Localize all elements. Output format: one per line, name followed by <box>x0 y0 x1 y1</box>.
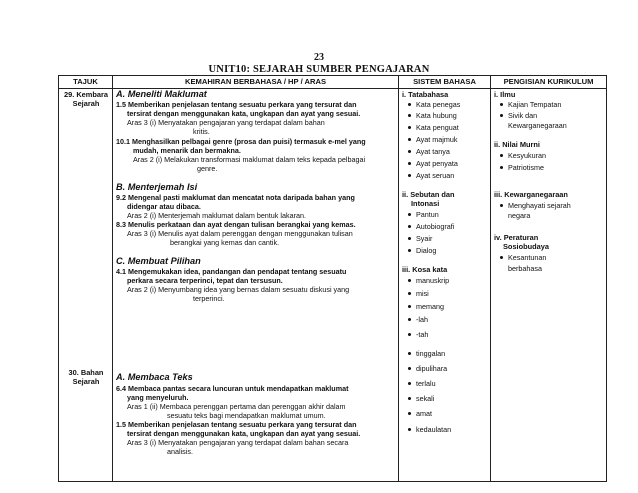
category-heading: i. Tatabahasa <box>402 90 449 99</box>
section-heading: A. Membaca Teks <box>116 372 193 382</box>
list-item-label: Ayat majmuk <box>416 135 458 144</box>
tajuk-30-line1: 30. Bahan <box>68 368 104 377</box>
list-item <box>500 163 544 172</box>
list-item <box>408 135 457 144</box>
list-item-label: misi <box>416 289 429 298</box>
list-item-label: dipulihara <box>416 364 448 373</box>
bullet-icon <box>408 333 411 336</box>
header-sistem-bahasa: SISTEM BAHASA <box>399 76 491 89</box>
pengisian-kurikulum-cell <box>491 89 607 482</box>
header-pengisian: PENGISIAN KURIKULUM <box>491 76 607 89</box>
section-line: yang menyeluruh. <box>127 393 189 402</box>
list-item-label: Kata penguat <box>416 123 459 132</box>
bullet-icon <box>408 412 411 415</box>
bullet-icon <box>408 150 411 153</box>
section-line: perkara secara terperinci, tepat dan tersusun. <box>127 276 283 285</box>
list-item-label: Autobiografi <box>416 222 455 231</box>
list-item <box>408 330 428 339</box>
section-line: Aras 1 (ii) Membaca perenggan pertama dan perenggan akhir dalam <box>127 402 346 411</box>
list-item-label: Ayat tanya <box>416 147 450 156</box>
header-tajuk: TAJUK <box>59 76 113 89</box>
bullet-icon <box>408 114 411 117</box>
list-item-label: tinggalan <box>416 349 446 358</box>
bullet-icon <box>408 367 411 370</box>
list-item-label: Menghayati sejarah <box>508 201 571 210</box>
bullet-icon <box>408 237 411 240</box>
category-heading: ii. Sebutan dan <box>402 190 455 199</box>
section-line: kritis. <box>193 127 210 136</box>
list-item <box>408 100 460 109</box>
section-line: 4.1 Mengemukakan idea, pandangan dan pendapat tentang sesuatu <box>116 267 347 276</box>
bullet-icon <box>408 397 411 400</box>
bullet-icon <box>500 114 503 117</box>
list-item <box>408 210 439 219</box>
tajuk-30-line2: Sejarah <box>72 377 100 386</box>
list-item <box>408 159 458 168</box>
list-item-label: Patriotisme <box>508 163 544 172</box>
list-item-label: Ayat penyata <box>416 159 458 168</box>
lesson-plan-table <box>58 75 607 482</box>
list-item <box>500 151 546 160</box>
section-line: tersirat dengan menggunakan kata, ungkapan dan ayat yang sesuai. <box>127 109 361 118</box>
section-line: 10.1 Menghasilkan pelbagai genre (prosa dan puisi) termasuk e-mel yang <box>116 137 366 146</box>
list-item-cont: Kewarganegaraan <box>508 121 567 130</box>
bullet-icon <box>408 174 411 177</box>
list-item <box>408 409 432 418</box>
list-item <box>408 379 436 388</box>
section-line: 9.2 Mengenal pasti maklumat dan mencatat nota daripada bahan yang <box>116 193 355 202</box>
list-item-label: memang <box>416 302 444 311</box>
section-line: sesuatu teks bagi mendapatkan maklumat umum. <box>167 411 326 420</box>
tajuk-29 <box>59 90 113 108</box>
category-heading-cont: Sosiobudaya <box>503 242 549 251</box>
bullet-icon <box>408 138 411 141</box>
list-item <box>500 253 546 262</box>
list-item-label: Dialog <box>416 246 437 255</box>
kemahiran-cell <box>113 89 399 482</box>
tajuk-29-line1: 29. Kembara <box>64 90 108 99</box>
list-item-label: Ayat seruan <box>416 171 455 180</box>
list-item <box>500 111 537 120</box>
tajuk-29-line2: Sejarah <box>72 99 100 108</box>
category-heading: ii. Nilai Murni <box>494 140 540 149</box>
list-item-label: Kajian Tempatan <box>508 100 562 109</box>
list-item <box>408 276 449 285</box>
bullet-icon <box>500 154 503 157</box>
bullet-icon <box>408 126 411 129</box>
section-line: 6.4 Membaca pantas secara luncuran untuk mendapatkan maklumat <box>116 384 349 393</box>
list-item <box>408 111 457 120</box>
list-item <box>408 289 429 298</box>
category-heading: iii. Kosa kata <box>402 265 448 274</box>
bullet-icon <box>408 428 411 431</box>
category-heading: i. Ilmu <box>494 90 516 99</box>
bullet-icon <box>500 103 503 106</box>
tajuk-cell <box>59 89 113 482</box>
tajuk-30 <box>59 368 113 386</box>
list-item-label: manuskrip <box>416 276 450 285</box>
list-item <box>408 222 454 231</box>
list-item-label: Kata penegas <box>416 100 461 109</box>
section-line: didengar atau dibaca. <box>127 202 201 211</box>
list-item <box>408 234 432 243</box>
section-heading: B. Menterjemah Isi <box>116 182 198 192</box>
header-kemahiran: KEMAHIRAN BERBAHASA / HP / ARAS <box>113 76 399 89</box>
category-heading: iii. Kewarganegaraan <box>494 190 568 199</box>
bullet-icon <box>408 318 411 321</box>
bullet-icon <box>408 305 411 308</box>
list-item-label: Syair <box>416 234 433 243</box>
section-line: Aras 2 (i) Menyumbang idea yang bernas dalam sesuatu diskusi yang <box>127 285 350 294</box>
list-item <box>408 171 454 180</box>
section-line: 1.5 Memberikan penjelasan tentang sesuatu perkara yang tersurat dan <box>116 100 357 109</box>
list-item <box>408 246 436 255</box>
section-line: 8.3 Menulis perkataan dan ayat dengan tulisan berangkai yang kemas. <box>116 220 356 229</box>
list-item-label: -tah <box>416 330 429 339</box>
list-item <box>408 123 459 132</box>
list-item-label: Sivik dan <box>508 111 538 120</box>
section-line: Aras 3 (i) Menulis ayat dalam perenggan dengan menggunakan tulisan <box>127 229 353 238</box>
section-line: berangkai yang kemas dan cantik. <box>170 238 280 247</box>
list-item-label: amat <box>416 409 432 418</box>
list-item <box>408 364 447 373</box>
list-item-label: -lah <box>416 315 428 324</box>
unit-title: UNIT10: SEJARAH SUMBER PENGAJARAN <box>208 64 430 75</box>
list-item-label: Pantun <box>416 210 439 219</box>
section-line: mudah, menarik dan bermakna. <box>133 146 241 155</box>
bullet-icon <box>408 292 411 295</box>
list-item-label: Kata hubung <box>416 111 457 120</box>
bullet-icon <box>500 166 503 169</box>
list-item <box>500 201 571 210</box>
list-item-label: terlalu <box>416 379 436 388</box>
category-heading-cont: Intonasi <box>411 199 440 208</box>
list-item <box>500 100 561 109</box>
section-heading: C. Membuat Pilihan <box>116 256 201 266</box>
list-item-label: Kesantunan <box>508 253 547 262</box>
section-line: Aras 2 (i) Menterjemah maklumat dalam bentuk lakaran. <box>127 211 306 220</box>
bullet-icon <box>408 213 411 216</box>
list-item <box>408 425 451 434</box>
list-item-label: kedaulatan <box>416 425 452 434</box>
list-item <box>408 349 445 358</box>
list-item <box>408 315 428 324</box>
page-number: 23 <box>314 52 324 63</box>
bullet-icon <box>500 204 503 207</box>
bullet-icon <box>500 256 503 259</box>
list-item <box>408 302 444 311</box>
category-heading: iv. Peraturan <box>494 233 539 242</box>
bullet-icon <box>408 382 411 385</box>
table-row <box>59 89 607 482</box>
section-line: Aras 3 (i) Menyatakan pengajaran yang terdapat dalam bahan <box>127 118 325 127</box>
bullet-icon <box>408 103 411 106</box>
list-item-label: Kesyukuran <box>508 151 546 160</box>
bullet-icon <box>408 352 411 355</box>
section-line: Aras 3 (i) Menyatakan pengajaran yang terdapat dalam bahan secara <box>127 438 349 447</box>
list-item-cont: negara <box>508 211 531 220</box>
list-item-cont: berbahasa <box>508 264 542 273</box>
section-line: 1.5 Memberikan penjelasan tentang sesuatu perkara yang tersurat dan <box>116 420 357 429</box>
sistem-bahasa-cell <box>399 89 491 482</box>
list-item <box>408 394 434 403</box>
bullet-icon <box>408 249 411 252</box>
list-item-label: sekali <box>416 394 435 403</box>
bullet-icon <box>408 279 411 282</box>
section-line: terperinci. <box>193 294 225 303</box>
table-header-row <box>59 76 607 89</box>
bullet-icon <box>408 162 411 165</box>
bullet-icon <box>408 225 411 228</box>
list-item <box>408 147 450 156</box>
section-line: analisis. <box>167 447 193 456</box>
section-line: genre. <box>197 164 218 173</box>
section-heading: A. Meneliti Maklumat <box>116 89 207 99</box>
section-line: tersirat dengan menggunakan kata, ungkapan dan ayat yang sesuai. <box>127 429 361 438</box>
section-line: Aras 2 (i) Melakukan transformasi maklumat dalam teks kepada pelbagai <box>133 155 366 164</box>
